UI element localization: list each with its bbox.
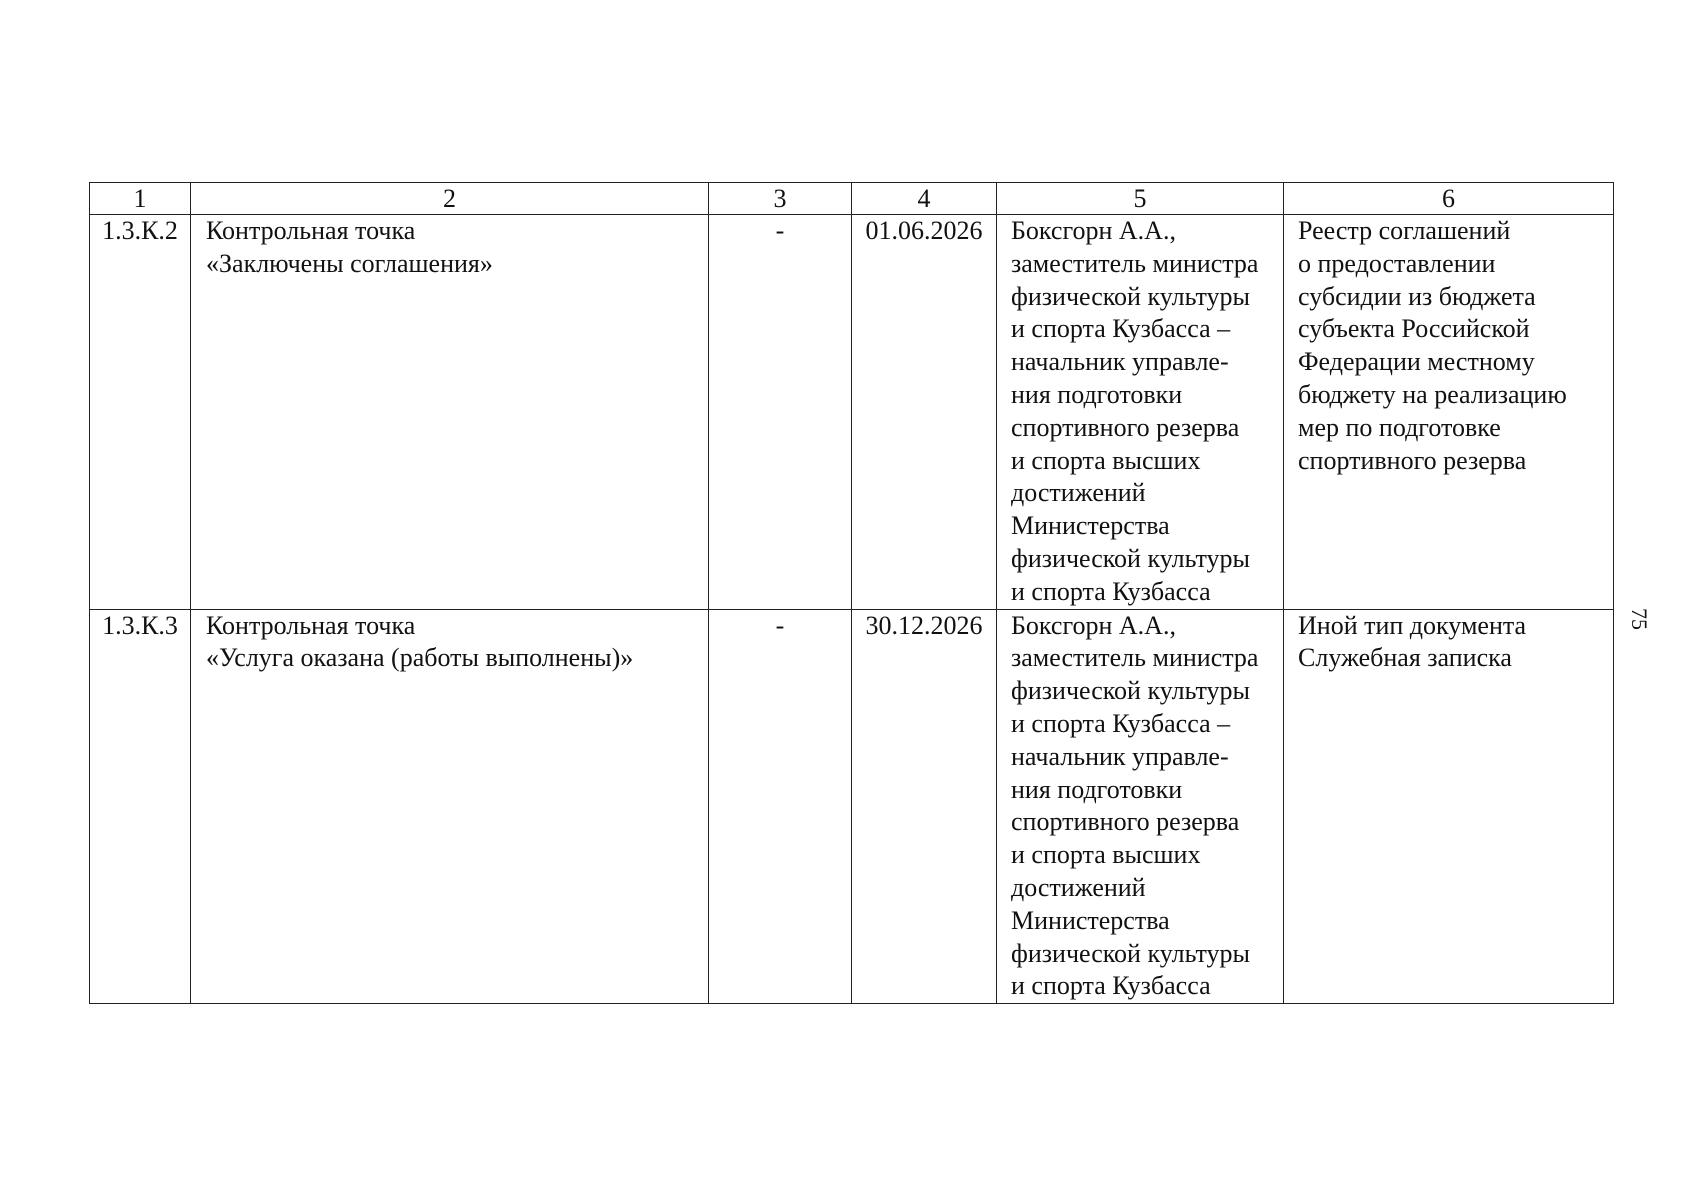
- date-cell: 30.12.2026: [852, 609, 997, 1004]
- responsible-line: начальник управле-: [1011, 741, 1229, 771]
- dash-cell: -: [709, 215, 852, 610]
- document-type-cell: [1284, 609, 1614, 1004]
- name-line: «Заключены соглашения»: [206, 248, 493, 278]
- document-line: субсидии из бюджета: [1298, 281, 1536, 311]
- header-cell-3: 3: [709, 183, 852, 215]
- responsible-line: и спорта Кузбасса –: [1011, 314, 1231, 344]
- document-type-cell: [1284, 215, 1614, 610]
- header-cell-1: 1: [90, 183, 191, 215]
- document-line: спортивного резерва: [1298, 445, 1527, 475]
- responsible-line: Боксгорн А.А.,: [1011, 610, 1176, 640]
- responsible-cell: [997, 609, 1284, 1004]
- responsible-line: заместитель министра: [1011, 248, 1259, 278]
- responsible-line: ния подготовки: [1011, 379, 1183, 409]
- responsible-line: ния подготовки: [1011, 774, 1183, 804]
- name-line: «Услуга оказана (работы выполнены)»: [206, 643, 634, 673]
- page-number: 75: [1627, 608, 1652, 630]
- name-line: Контрольная точка: [206, 610, 416, 640]
- row-number-cell: 1.3.К.2: [90, 215, 191, 610]
- responsible-line: заместитель министра: [1011, 643, 1259, 673]
- responsible-line: Министерства: [1011, 905, 1170, 935]
- responsible-line: Боксгорн А.А.,: [1011, 216, 1176, 245]
- responsible-line: достижений: [1011, 872, 1146, 902]
- responsible-line: и спорта высших: [1011, 840, 1201, 870]
- header-cell-4: 4: [852, 183, 997, 215]
- responsible-line: физической культуры: [1011, 676, 1250, 706]
- responsible-line: спортивного резерва: [1011, 807, 1240, 837]
- responsible-line: достижений: [1011, 478, 1146, 508]
- date-cell: 01.06.2026: [852, 215, 997, 610]
- responsible-line: спортивного резерва: [1011, 412, 1240, 442]
- responsible-line: и спорта Кузбасса: [1011, 971, 1211, 1001]
- document-line: Реестр соглашений: [1298, 216, 1511, 245]
- table-row: [90, 215, 1614, 610]
- document-line: бюджету на реализацию: [1298, 379, 1567, 409]
- responsible-line: Министерства: [1011, 511, 1170, 541]
- table-header-row: [90, 183, 1614, 215]
- document-line: мер по подготовке: [1298, 412, 1501, 442]
- document-line: Иной тип документа: [1298, 610, 1527, 640]
- responsible-line: и спорта Кузбасса: [1011, 576, 1211, 606]
- responsible-line: начальник управле-: [1011, 347, 1229, 377]
- header-cell-2: 2: [191, 183, 709, 215]
- document-line: о предоставлении: [1298, 248, 1496, 278]
- dash-cell: -: [709, 609, 852, 1004]
- control-points-table: [89, 182, 1614, 1004]
- responsible-line: физической культуры: [1011, 938, 1250, 968]
- responsible-line: и спорта Кузбасса –: [1011, 708, 1231, 738]
- responsible-line: и спорта высших: [1011, 445, 1201, 475]
- row-number-cell: 1.3.К.3: [90, 609, 191, 1004]
- responsible-cell: [997, 215, 1284, 610]
- document-line: Служебная записка: [1298, 643, 1512, 673]
- name-line: Контрольная точка: [206, 216, 416, 245]
- control-point-name-cell: [191, 215, 709, 610]
- control-point-name-cell: [191, 609, 709, 1004]
- responsible-line: физической культуры: [1011, 543, 1250, 573]
- header-cell-5: 5: [997, 183, 1284, 215]
- table-row: [90, 609, 1614, 1004]
- document-line: субъекта Российской: [1298, 314, 1530, 344]
- responsible-line: физической культуры: [1011, 281, 1250, 311]
- header-cell-6: 6: [1284, 183, 1614, 215]
- document-line: Федерации местному: [1298, 347, 1535, 377]
